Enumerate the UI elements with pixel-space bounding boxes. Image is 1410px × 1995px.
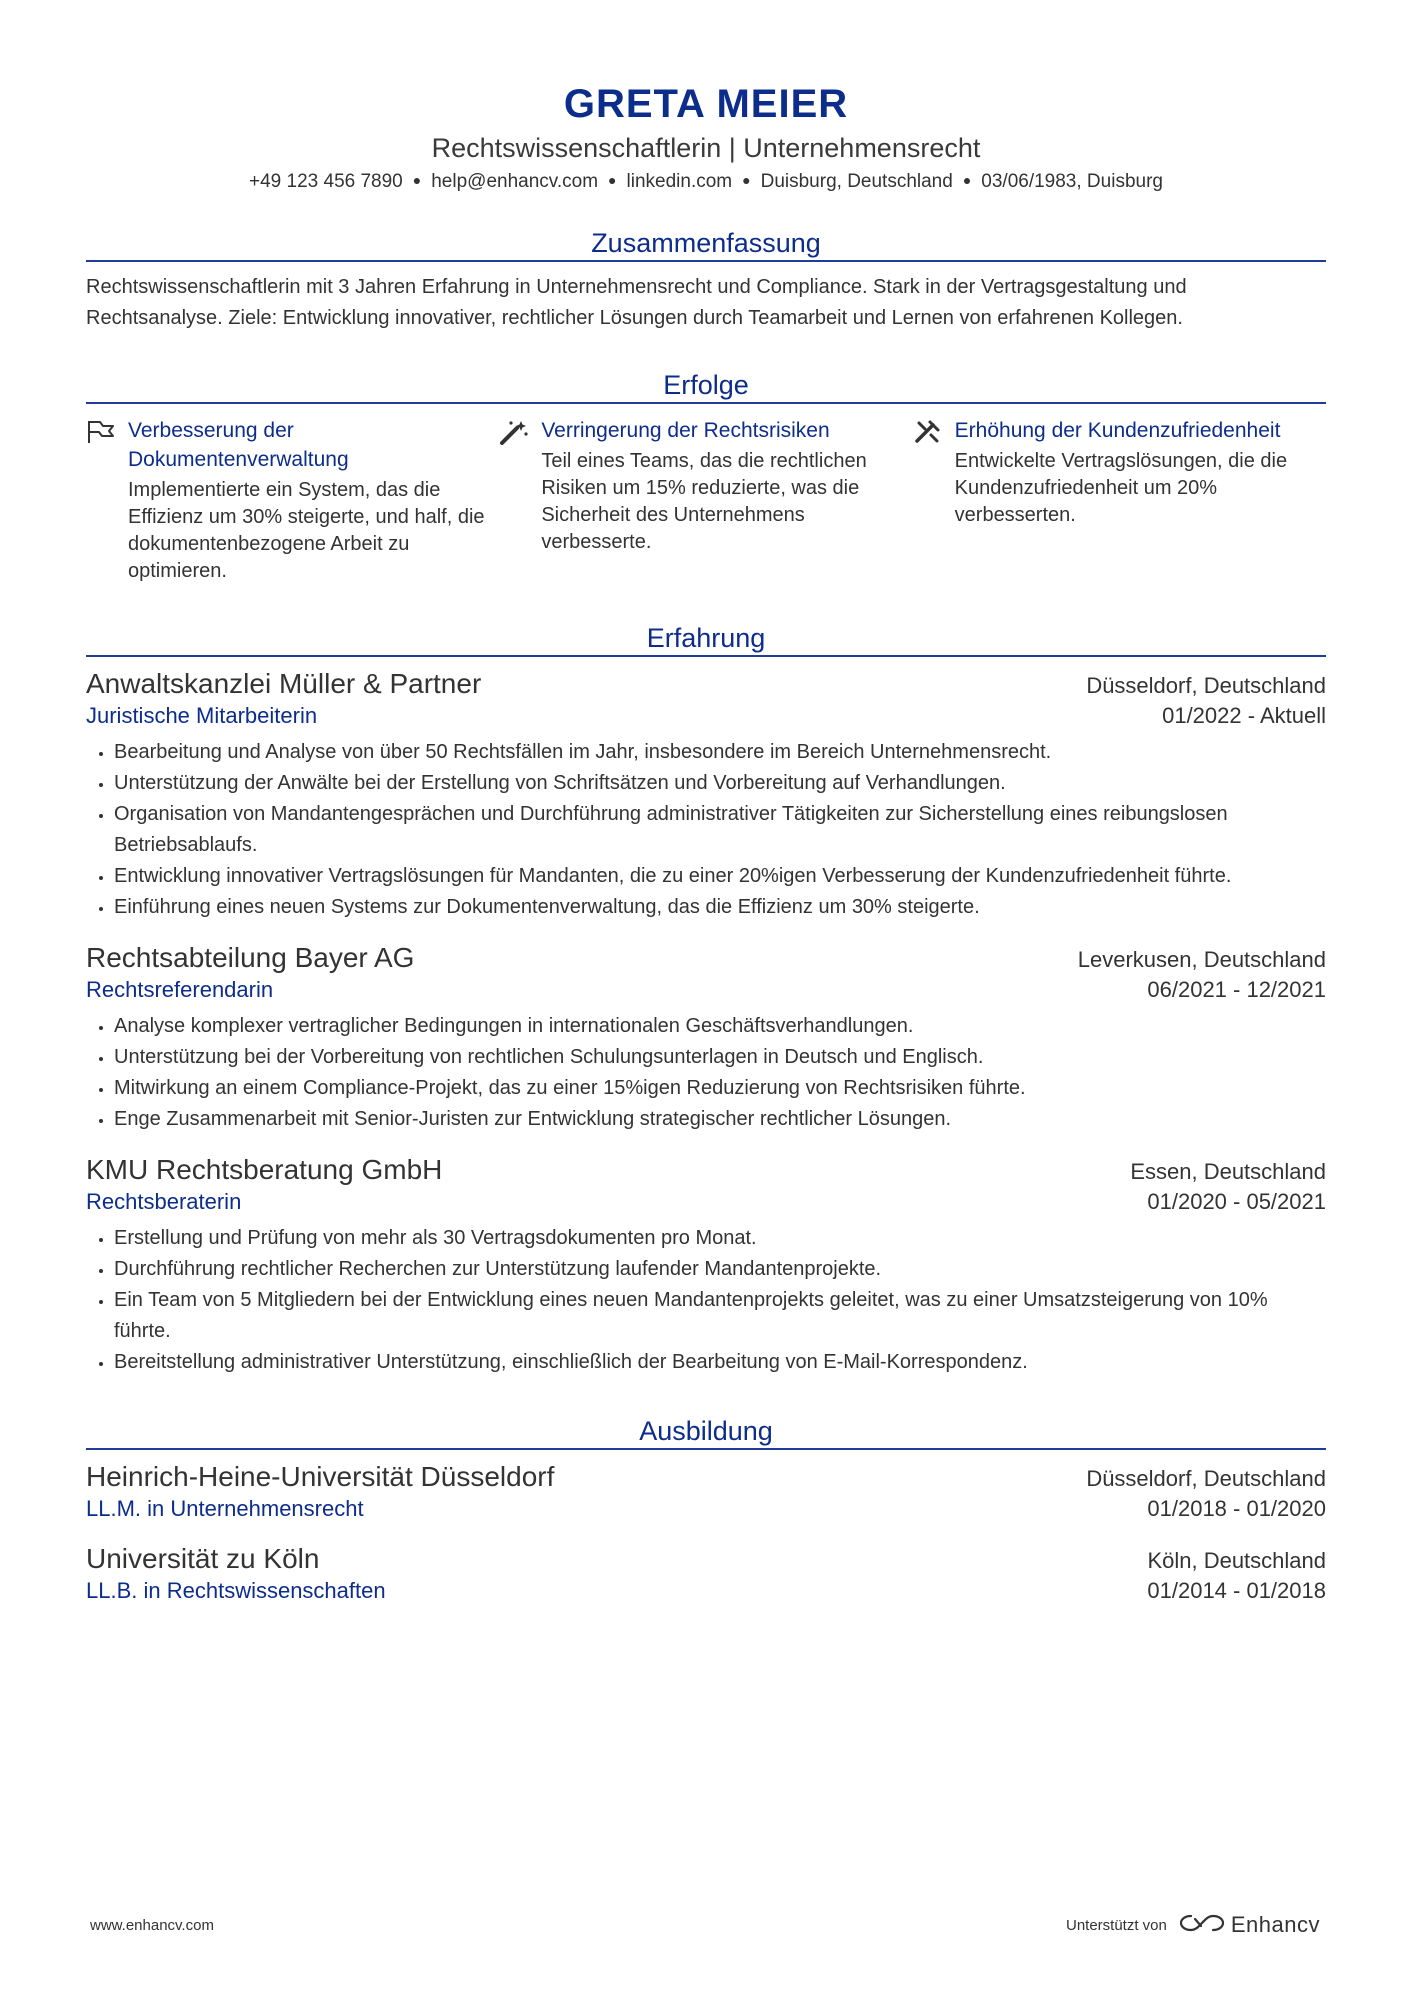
candidate-tagline: Rechtswissenschaftlerin | Unternehmensrecht [431, 133, 981, 163]
job-dates: 01/2020 - 05/2021 [1147, 1189, 1326, 1214]
list-item: • Entwicklung innovativer Vertragslösungen für Mandanten, die zu einer 20%igen Verbesserung der Kundenzufriedenheit führte. [114, 861, 1326, 892]
job-location: Essen, Deutschland [1130, 1159, 1326, 1184]
email[interactable]: help@enhancv.com [431, 171, 599, 192]
list-item: • Mitwirkung an einem Compliance-Projekt, das zu einer 15%igen Reduzierung von Rechtsrisiken führte. [114, 1073, 1326, 1104]
list-item: • Organisation von Mandantengesprächen und Durchführung administrativer Tätigkeiten zur Sicherstellung eines reibungslosen Betriebsablaufs. [114, 799, 1326, 861]
job-entry [86, 1153, 1326, 1378]
job-role: Juristische Mitarbeiterin [86, 703, 318, 728]
achievements-list [86, 416, 1326, 585]
phone: +49 123 456 7890 [249, 171, 403, 192]
achievement-title: Verringerung der Rechtsrisiken [541, 419, 830, 442]
company-name: Anwaltskanzlei Müller & Partner [86, 668, 482, 699]
candidate-name: GRETA MEIER [563, 82, 849, 126]
bullet-separator: ● [412, 172, 422, 188]
magic-wand-icon [499, 416, 541, 585]
job-location: Düsseldorf, Deutschland [1086, 673, 1326, 698]
achievement-title: Erhöhung der Kundenzufriedenheit [954, 419, 1281, 442]
birth-info: 03/06/1983, Duisburg [981, 171, 1163, 192]
section-title-summary: Zusammenfassung [591, 228, 821, 258]
list-item: • Einführung eines neuen Systems zur Dokumentenverwaltung, das die Effizienz um 30% steigerte. [114, 892, 1326, 923]
achievement-description: Teil eines Teams, das die rechtlichen Risiken um 15% reduzierte, was die Sicherheit des Unternehmens verbesserte. [541, 450, 867, 553]
section-divider [86, 402, 1326, 404]
job-role: Rechtsreferendarin [86, 977, 274, 1002]
school-name: Heinrich-Heine-Universität Düsseldorf [86, 1461, 555, 1492]
job-role: Rechtsberaterin [86, 1189, 242, 1214]
job-entry [86, 667, 1326, 923]
education-dates: 01/2014 - 01/2018 [1147, 1578, 1326, 1603]
achievement-item [499, 416, 912, 585]
list-item: • Unterstützung bei der Vorbereitung von rechtlichen Schulungsunterlagen in Deutsch und Englisch. [114, 1042, 1326, 1073]
list-item: • Unterstützung der Anwälte bei der Erstellung von Schriftsätzen und Vorbereitung auf Verhandlungen. [114, 768, 1326, 799]
section-divider [86, 1448, 1326, 1450]
section-divider [86, 260, 1326, 262]
list-item: • Analyse komplexer vertraglicher Bedingungen in internationalen Geschäftsverhandlungen. [114, 1011, 1326, 1042]
experience-section [86, 621, 1326, 1378]
section-divider [86, 655, 1326, 657]
education-entry [86, 1460, 1326, 1522]
school-name: Universität zu Köln [86, 1543, 320, 1574]
resume-page [86, 0, 1326, 1604]
section-title-education: Ausbildung [639, 1416, 773, 1446]
achievements-section [86, 368, 1326, 585]
list-item: • Durchführung rechtlicher Recherchen zur Unterstützung laufender Mandantenprojekte. [114, 1254, 1326, 1285]
achievement-title: Verbesserung der Dokumentenverwaltung [128, 419, 349, 471]
school-location: Düsseldorf, Deutschland [1086, 1466, 1326, 1491]
enhancv-brand[interactable]: Enhancv [1230, 1912, 1320, 1937]
list-item: • Enge Zusammenarbeit mit Senior-Juristen zur Entwicklung strategischer rechtlicher Lösungen. [114, 1104, 1326, 1135]
powered-by [1066, 1912, 1320, 1938]
summary-text: Rechtswissenschaftlerin mit 3 Jahren Erfahrung in Unternehmensrecht und Compliance. Stark in der Vertragsgestaltung und Rechtsanalyse. Ziele: Entwicklung innovativer, rechtlicher Lösungen durch Teamarbeit und Lernen von erfahrenen Kollegen. [86, 276, 1187, 329]
school-location: Köln, Deutschland [1147, 1548, 1326, 1573]
flag-icon [86, 416, 128, 585]
location: Duisburg, Deutschland [760, 171, 953, 192]
achievement-item [86, 416, 499, 585]
job-location: Leverkusen, Deutschland [1077, 947, 1326, 972]
job-entry [86, 941, 1326, 1135]
list-item: • Bereitstellung administrativer Unterstützung, einschließlich der Bearbeitung von E-Mail-Korrespondenz. [114, 1347, 1326, 1378]
achievement-description: Implementierte ein System, das die Effizienz um 30% steigerte, und half, die dokumentenbezogene Arbeit zu optimieren. [128, 479, 485, 582]
footer [90, 1912, 1320, 1938]
section-title-experience: Erfahrung [646, 623, 766, 653]
contact-line [86, 170, 1326, 194]
job-dates: 01/2022 - Aktuell [1162, 703, 1326, 728]
achievement-description: Entwickelte Vertragslösungen, die die Kundenzufriedenheit um 20% verbesserten. [954, 450, 1288, 526]
bullet-separator: ● [962, 172, 972, 188]
bullet-separator: ● [742, 172, 751, 188]
education-section [86, 1414, 1326, 1604]
degree: LL.B. in Rechtswissenschaften [86, 1578, 386, 1603]
section-title-achievements: Erfolge [663, 370, 749, 400]
bullet-separator: ● [608, 172, 617, 188]
summary-section [86, 226, 1326, 334]
education-entry [86, 1542, 1326, 1604]
list-item: • Ein Team von 5 Mitgliedern bei der Entwicklung eines neuen Mandantenprojekts geleitet, was zu einer Umsatzsteigerung von 10% führte. [114, 1285, 1326, 1347]
education-dates: 01/2018 - 01/2020 [1147, 1496, 1326, 1521]
job-dates: 06/2021 - 12/2021 [1147, 977, 1326, 1002]
tools-icon [913, 416, 955, 585]
achievement-item [913, 416, 1326, 585]
job-bullets [86, 1223, 1326, 1378]
list-item: • Bearbeitung und Analyse von über 50 Rechtsfällen im Jahr, insbesondere im Bereich Unternehmensrecht. [114, 737, 1326, 768]
job-bullets [86, 1011, 1326, 1135]
company-name: KMU Rechtsberatung GmbH [86, 1154, 443, 1185]
job-bullets [86, 737, 1326, 923]
enhancv-logo-icon [1179, 1912, 1225, 1938]
company-name: Rechtsabteilung Bayer AG [86, 942, 415, 973]
degree: LL.M. in Unternehmensrecht [86, 1496, 364, 1521]
footer-website-link[interactable]: www.enhancv.com [90, 1916, 214, 1934]
linkedin[interactable]: linkedin.com [626, 171, 733, 192]
list-item: • Erstellung und Prüfung von mehr als 30 Vertragsdokumenten pro Monat. [114, 1223, 1326, 1254]
powered-by-label: Unterstützt von [1065, 1916, 1167, 1934]
